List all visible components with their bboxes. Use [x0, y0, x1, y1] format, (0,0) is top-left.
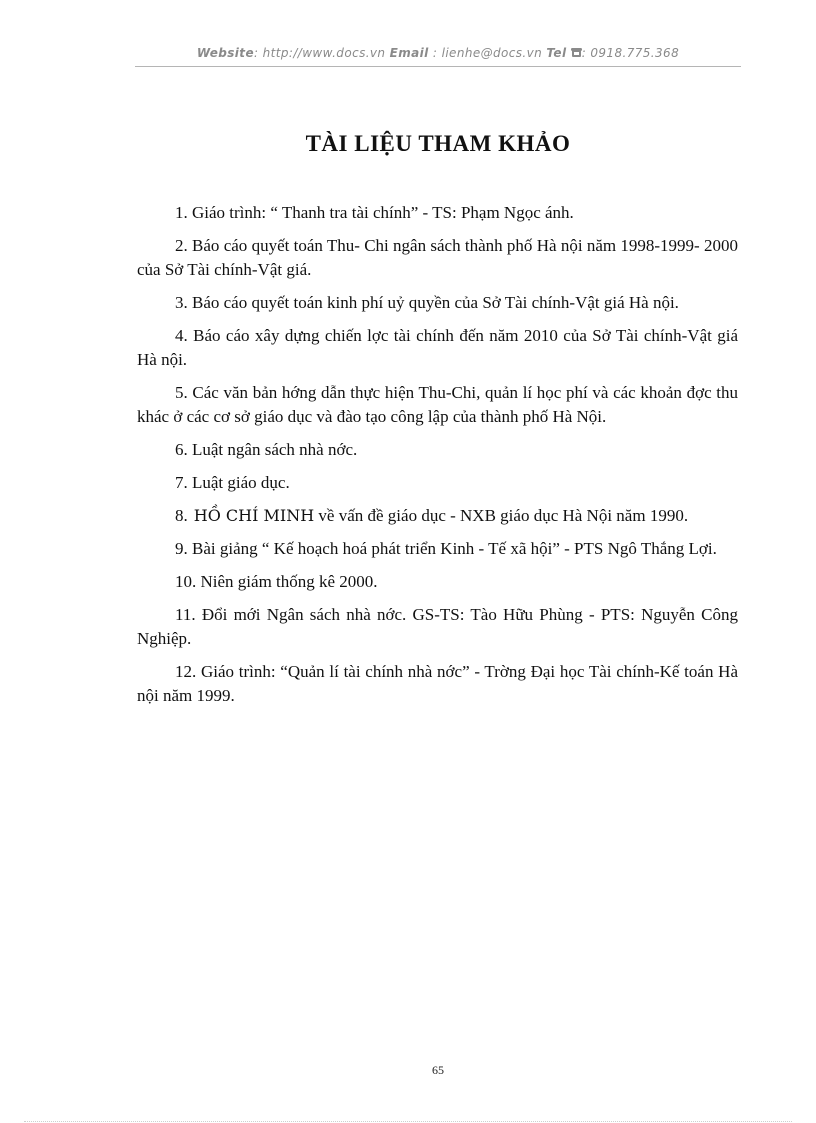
- website-value: : http://www.docs.vn: [254, 46, 386, 60]
- page-header: [135, 46, 741, 60]
- reference-item: 12. Giáo trình: “Quản lí tài chính nhà nớc” - Trờng Đại học Tài chính-Kế toán Hà nội năm 1999.: [137, 662, 738, 705]
- footer-rule: [24, 1121, 792, 1122]
- page-number: 65: [432, 1063, 444, 1077]
- reference-item: 7. Luật giáo dục.: [175, 473, 290, 492]
- author-name: HỒ CHÍ MINH: [193, 506, 315, 525]
- reference-item: 9. Bài giảng “ Kế hoạch hoá phát triển Kinh - Tế xã hội” - PTS Ngô Thắng Lợi.: [175, 539, 717, 558]
- page-title: TÀI LIỆU THAM KHẢO: [305, 131, 571, 156]
- reference-item: 1. Giáo trình: “ Thanh tra tài chính” - TS: Phạm Ngọc ánh.: [175, 203, 574, 222]
- tel-value: : 0918.775.368: [581, 46, 680, 60]
- reference-item: 5. Các văn bản hớng dẫn thực hiện Thu-Chi, quản lí học phí và các khoản đợc thu khác ở các cơ sở giáo dục và đào tạo công lập của thành phố Hà Nội.: [137, 383, 738, 426]
- website-label: Website: [196, 46, 254, 60]
- reference-item: 6. Luật ngân sách nhà nớc.: [175, 440, 358, 459]
- phone-icon: [571, 48, 582, 58]
- reference-item: 3. Báo cáo quyết toán kinh phí uỷ quyền của Sở Tài chính-Vật giá Hà nội.: [175, 293, 679, 312]
- reference-item: 2. Báo cáo quyết toán Thu- Chi ngân sách thành phố Hà nội năm 1998-1999- 2000 của Sở Tài chính-Vật giá.: [137, 236, 738, 279]
- email-value: : lienhe@docs.vn: [432, 46, 543, 60]
- tel-label: Tel: [546, 46, 567, 60]
- reference-item: 8. HỒ CHÍ MINH về vấn đề giáo dục - NXB giáo dục Hà Nội năm 1990.: [175, 506, 689, 525]
- reference-item: 4. Báo cáo xây dựng chiến lợc tài chính đến năm 2010 của Sở Tài chính-Vật giá Hà nội.: [137, 326, 738, 369]
- header-rule: [135, 66, 741, 67]
- email-label: Email: [389, 46, 429, 60]
- reference-list: [137, 201, 738, 717]
- reference-item: 11. Đổi mới Ngân sách nhà nớc. GS-TS: Tào Hữu Phùng - PTS: Nguyễn Công Nghiệp.: [137, 605, 738, 648]
- reference-item: 10. Niên giám thống kê 2000.: [175, 572, 378, 591]
- reference-number: 8.: [175, 506, 188, 525]
